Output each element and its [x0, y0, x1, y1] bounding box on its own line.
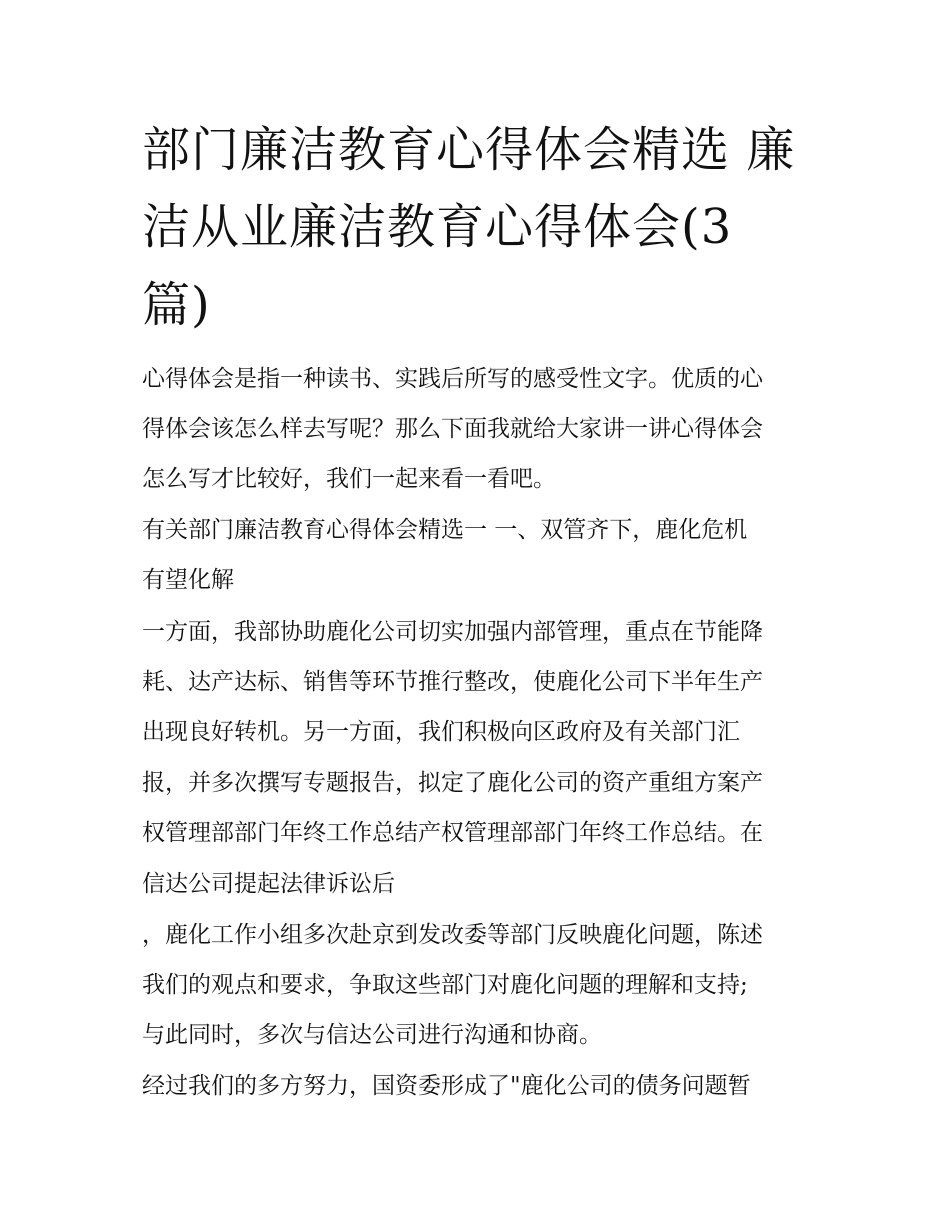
title-line-3: 篇)	[142, 277, 211, 333]
title-line-1: 部门廉洁教育心得体会精选 廉	[142, 122, 796, 178]
body-line-4: 有关部门廉洁教育心得体会精选一 一、双管齐下，鹿化危机	[142, 517, 748, 543]
body-line-13: 我们的观点和要求，争取这些部门对鹿化问题的理解和支持;	[142, 972, 748, 998]
body-line-2: 得体会该怎么样去写呢？那么下面我就给大家讲一讲心得体会	[142, 416, 763, 442]
body-line-6: 一方面，我部协助鹿化公司切实加强内部管理，重点在节能降	[142, 619, 763, 645]
body-line-7: 耗、达产达标、销售等环节推行整改，使鹿化公司下半年生产	[142, 669, 763, 695]
body-line-14: 与此同时，多次与信达公司进行沟通和协商。	[142, 1022, 602, 1048]
body-line-10: 权管理部部门年终工作总结产权管理部部门年终工作总结。在	[142, 820, 763, 846]
body-line-5: 有望化解	[142, 567, 234, 593]
body-line-1: 心得体会是指一种读书、实践后所写的感受性文字。优质的心	[142, 366, 763, 392]
body-line-11: 信达公司提起法律诉讼后	[142, 871, 395, 897]
body-line-15: 经过我们的多方努力，国资委形成了"鹿化公司的债务问题暂	[142, 1073, 751, 1099]
title-line-2: 洁从业廉洁教育心得体会(3	[142, 199, 733, 255]
body-line-12: ，鹿化工作小组多次赴京到发改委等部门反映鹿化问题，陈述	[142, 922, 763, 948]
body-line-9: 报，并多次撰写专题报告，拟定了鹿化公司的资产重组方案产	[142, 770, 763, 796]
body-line-3: 怎么写才比较好，我们一起来看一看吧。	[142, 466, 556, 492]
body-line-8: 出现良好转机。另一方面，我们积极向区政府及有关部门汇	[142, 719, 740, 745]
